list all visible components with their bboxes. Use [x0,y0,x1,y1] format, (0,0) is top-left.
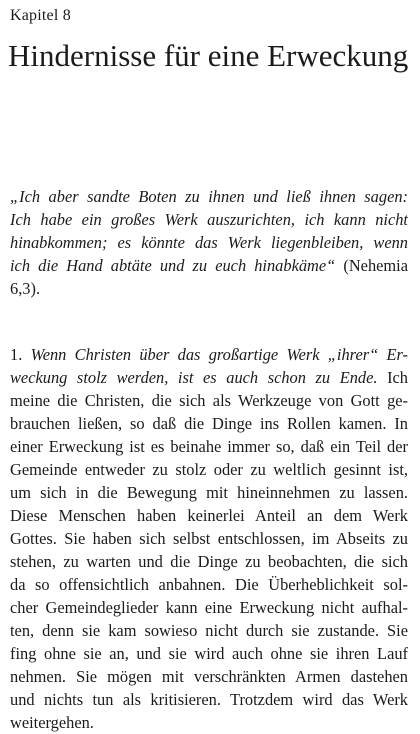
body-line: Gottes. Sie haben sich selbst entschlossen, im Abseits zu [10,529,408,548]
body-line: da so offensichtlich anbahnen. Die Überheblichkeit sol- [10,575,408,594]
body-line: meine die Christen, die sich als Werkzeuge von Gott ge- [10,391,408,410]
body-line: um sich in die Bewegung mit hineinnehmen zu lassen. [10,483,408,502]
body-line: Gemeinde entweder zu stolz oder zu weltlich gesinnt ist, [10,460,408,479]
body-line: weckung stolz werden, ist es auch schon zu Ende. Ich [10,368,408,387]
chapter-title: Hindernisse für eine Erweckung [8,38,409,73]
body-line: weitergehen. [10,713,94,732]
body-line: fing ohne sie an, und sie wird auch ohne sie ihren Lauf [10,644,408,663]
body-line: Diese Menschen haben keinerlei Anteil an dem Werk [10,506,408,525]
epigraph-line: Ich habe ein großes Werk auszurichten, ich kann nicht [10,210,408,229]
body-line: stehen, zu warten und die Dinge zu beobachten, die sich [10,552,408,571]
epigraph-line: hinabkommen; es könnte das Werk liegenbleiben, wenn [10,233,408,252]
body-line: einer Erweckung ist es beinahe immer so, daß ein Teil der [10,437,408,456]
chapter-label: Kapitel 8 [10,7,71,24]
body-line: brauchen ließen, so daß die Dinge ins Rollen kamen. In [10,414,408,433]
body-line: nehmen. Sie mögen mit verschränkten Armen dastehen [10,667,408,686]
body-line: cher Gemeindeglieder kann eine Erweckung nicht aufhal- [10,598,408,617]
body-line: und nichts tun als kritisieren. Trotzdem wird das Werk [10,690,408,709]
body-line: 1. Wenn Christen über das großartige Werk „ihrer“ Er- [10,345,408,364]
body-line: ten, denn sie kam sowieso nicht durch sie zustande. Sie [10,621,408,640]
epigraph-line: ich die Hand abtäte und zu euch hinabkäme“ (Nehemia [10,256,408,275]
epigraph-line: „Ich aber sandte Boten zu ihnen und ließ ihnen sagen: [10,187,408,206]
epigraph-line: 6,3). [10,279,41,298]
